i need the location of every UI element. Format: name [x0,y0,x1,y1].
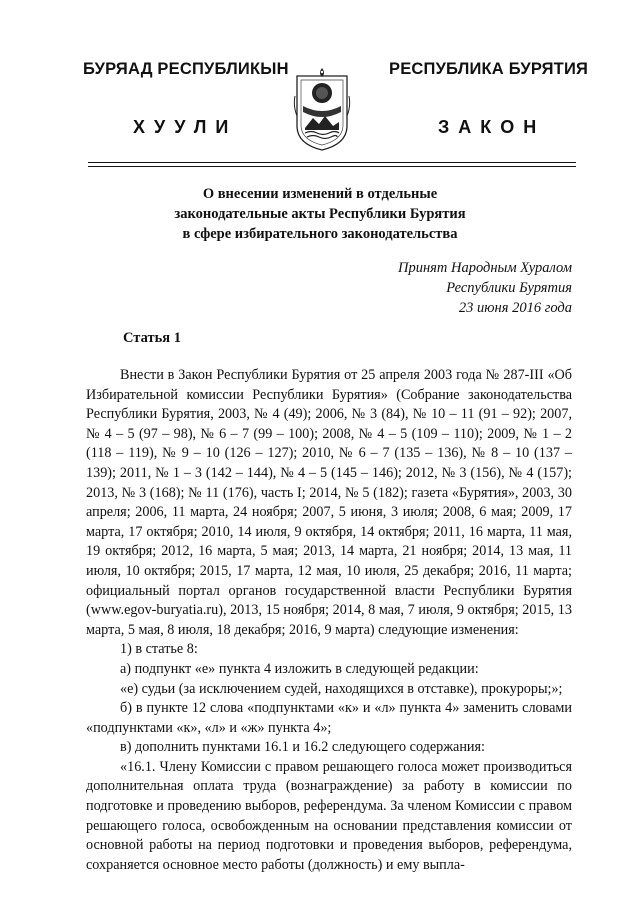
header-buryat-republic: БУРЯАД РЕСПУБЛИКЫН [83,60,289,78]
paragraph: «е) судьи (за исключением судей, находящихся в отставке), прокуроры;»; [120,680,563,697]
coat-of-arms-icon [293,66,351,152]
paragraph: 1) в статье 8: [120,641,198,658]
paragraph: Внести в Закон Республики Бурятия от 25 апреля 2003 года № 287-III «Об Избирательной комиссии Республики Бурятия» (Собрание законодательства Республики Бурятия, 2003, № 4 (49); 2006, № 3 (84), № 10 – 11 (91 – 92); 2007, № 4 – 5 (97 – 98), № 6 – 7 (99 – 100); 2008, № 4 – 5 (109 – 110); 2009, № 1 – 2 (118 – 119), № 9 – 10 (126 – 127); 2010, № 6 – 7 (135 – 136), № 8 – 10 (137 – 139); 2011, № 1 – 3 (142 – 144), № 4 – 5 (145 – 146); 2012, № 3 (156), № 4 (157); 2013, № 3 (168); № 11 (176), часть I; 2014, № 5 (182); газета «Бурятия», 2003, 30 апреля; 2006, 11 марта, 24 ноября; 2007, 5 июня, 3 июля; 2008, 6 мая; 2009, 17 марта, 17 октября; 2010, 14 июля, 9 октября, 14 октября; 2011, 16 марта, 11 мая, 19 октября; 2012, 16 марта, 5 мая; 2013, 14 марта, 21 ноября; 2014, 13 мая, 11 июля, 10 октября; 2015, 17 марта, 12 мая, 10 июля, 25 декабря; 2016, 11 марта; официальный портал органов государственной власти Республики Бурятия (www.egov-buryatia.ru), 2013, 15 ноября; 2014, 8 мая, 7 июля, 9 октября; 2015, 13 марта, 5 мая, 8 июля, 18 декабря; 2016, 9 марта) следующие изменения: [86,367,572,638]
paragraph: «16.1. Члену Комиссии с правом решающего голоса может производиться дополнительная оплата труда (вознаграждение) за работу в комиссии по подготовке и проведению выборов, референдума. За членом Комиссии с правом решающего голоса, освобожденным на основании представления комиссии от основной работы на период подготовки и проведения выборов, референдума, сохраняется основное место работы (должность) и ему выпла- [86,758,572,873]
header-law: ЗАКОН [438,117,546,137]
adoption-line: Принят Народным Хуралом [397,260,572,276]
paragraph: в) дополнить пунктами 16.1 и 16.2 следующего содержания: [120,739,485,756]
adoption-note [330,258,572,318]
title-line: законодательные акты Республики Бурятия [174,206,466,222]
title-line: в сфере избирательного законодательства [182,226,458,242]
adoption-line: Республики Бурятия [446,280,572,296]
paragraph: б) в пункте 12 слова «подпунктами «к» и «л» пункта 4» заменить словами «подпунктами «к», «л» и «ж» пункта 4»; [86,700,572,736]
paragraph: а) подпункт «е» пункта 4 изложить в следующей редакции: [120,660,479,677]
adoption-date: 23 июня 2016 года [458,300,572,316]
header-republic-buryatia: РЕСПУБЛИКА БУРЯТИЯ [389,60,589,78]
header-divider-bottom [88,166,576,167]
article-body [86,366,572,875]
article-heading: Статья 1 [123,330,181,346]
header-divider-top [88,162,576,163]
law-title [140,184,500,244]
header-buryat-law: ХУУЛИ [133,117,238,137]
title-line: О внесении изменений в отдельные [202,186,438,202]
